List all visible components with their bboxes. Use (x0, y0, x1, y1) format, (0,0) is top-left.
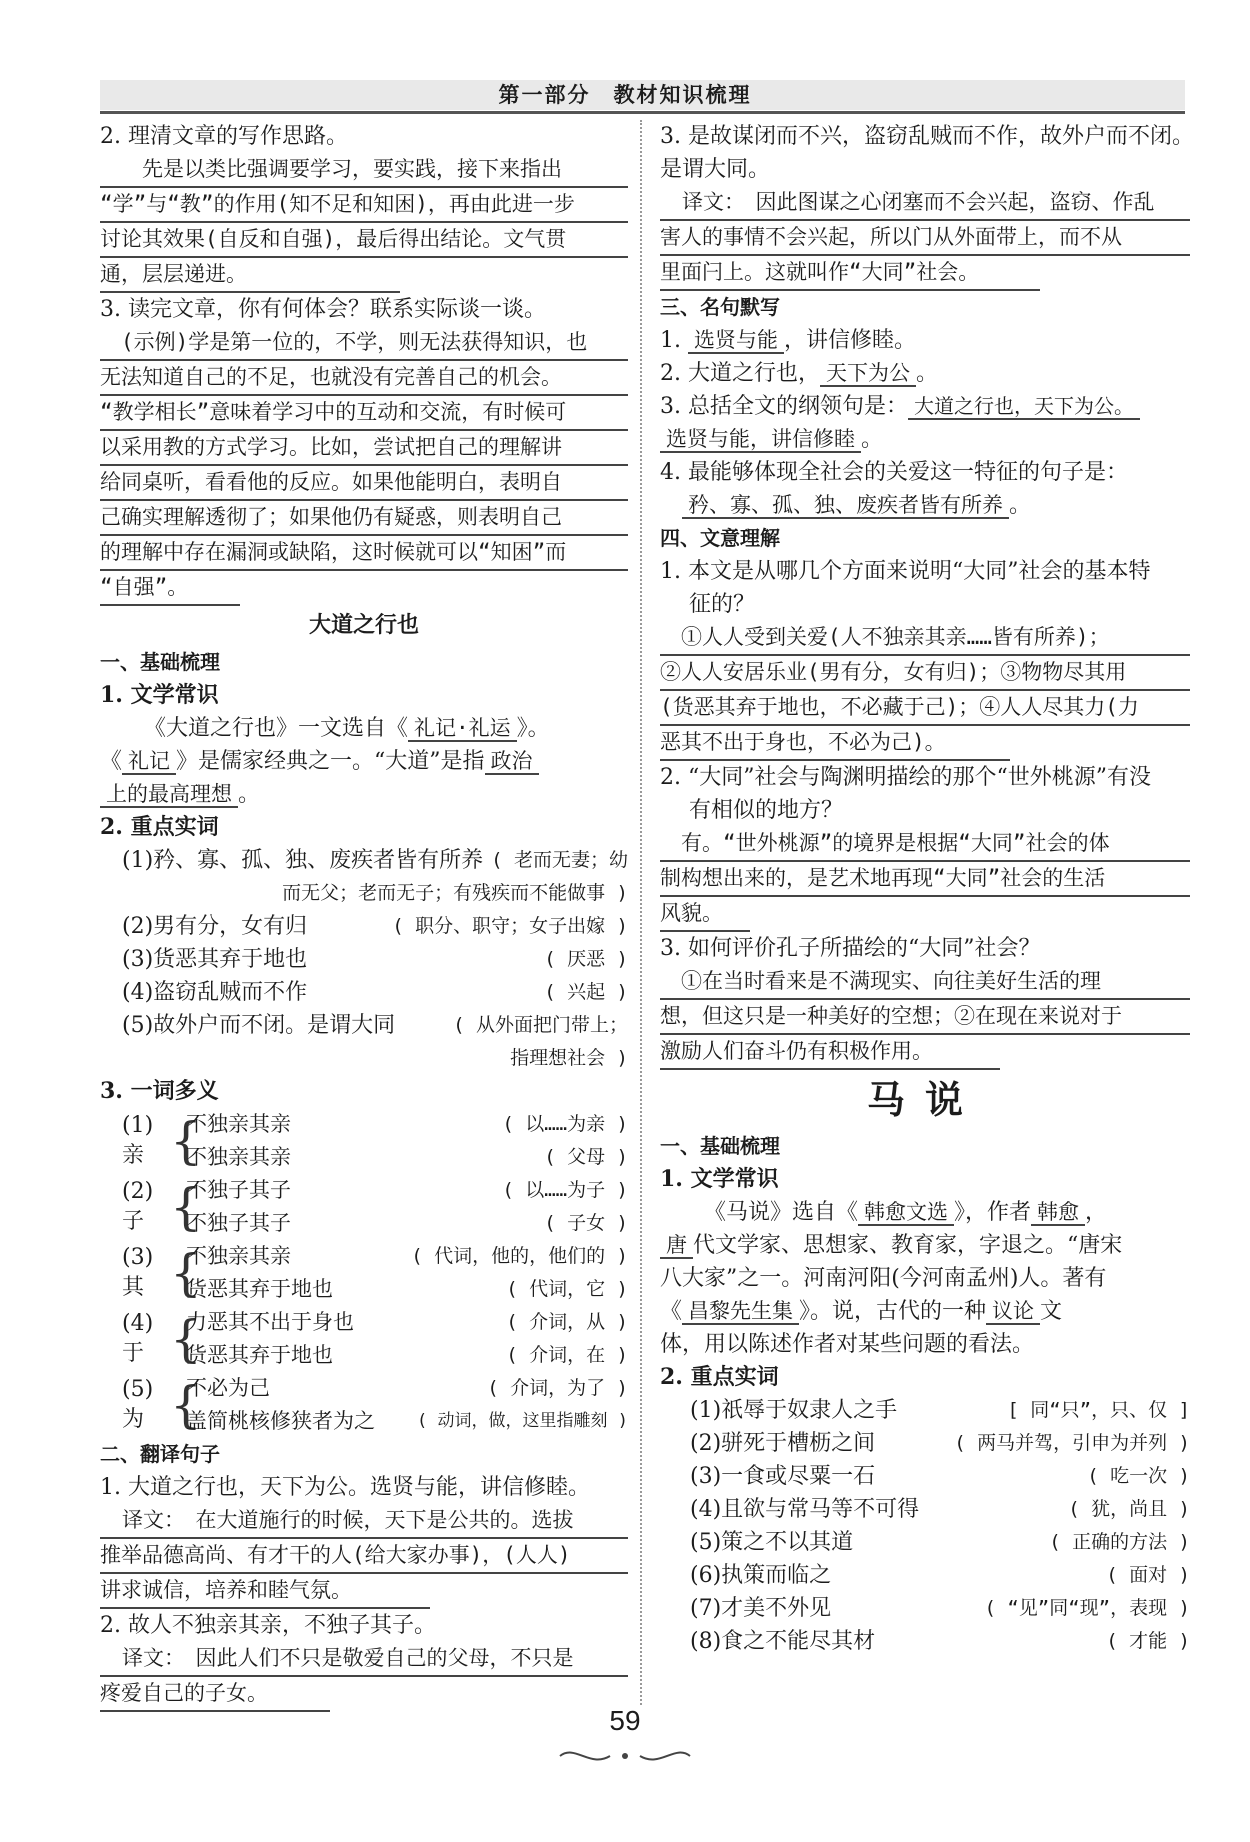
understand-q3: 3. 如何评价孔子所描绘的“大同”社会？ (660, 936, 1041, 961)
vocab-answer: [ 同“只”，只、仅 ] (1007, 1399, 1190, 1421)
vocab-answer: ( 才能 ) (1106, 1630, 1190, 1652)
polysemy-item (186, 1141, 628, 1174)
text: 《大道之行也》一文选自《 (144, 716, 409, 741)
example: 不独亲其亲 (186, 1244, 291, 1268)
translation-line: 疼爱自己的子女。 (100, 1677, 330, 1712)
answer-blank: 天下为公 (820, 361, 916, 387)
vocab-answer: 而无父；老而无子；有残疾而不能做事 ) (282, 882, 628, 904)
answer-line: 通，层层递进。 (100, 258, 400, 293)
subsection-heading: 1. 文学常识 (660, 1166, 779, 1192)
polysemy-label: (2)子 (122, 1179, 154, 1234)
example: 货恶其弃于地也 (186, 1343, 333, 1367)
recite-4-cont (660, 489, 1190, 522)
polysemy-group (100, 1306, 628, 1372)
literature-line (660, 1295, 1190, 1328)
text: 文 (1040, 1299, 1063, 1324)
answer-line: 风貌。 (660, 897, 750, 932)
vocab-question: (3)一食或尽粟一石 (690, 1464, 876, 1489)
question-2: 2. 理清文章的写作思路。 (100, 124, 348, 149)
answer-blank: 议论 (986, 1299, 1040, 1325)
literature-line-3 (100, 778, 628, 811)
brace: { (170, 1178, 202, 1236)
vocab-question: (3)货恶其弃于地也 (122, 947, 308, 972)
text: 。 (915, 361, 938, 386)
header-rule (100, 111, 1185, 114)
understand-q1: 1. 本文是从哪几个方面来说明“大同”社会的基本特 (660, 559, 1151, 584)
vocab-item (660, 1625, 1190, 1658)
answer-line: “学”与“教”的作用(知不足和知困)，再由此进一步 (100, 188, 628, 223)
text: 《 (660, 1299, 683, 1324)
polysemy-item (186, 1174, 628, 1207)
answer-line: 先是以类比强调要学习，要实践，接下来指出 (100, 153, 628, 188)
literature-line-2 (100, 745, 628, 778)
recite-3 (660, 390, 1190, 423)
vocab-question: (5)故外户而不闭。是谓大同 (122, 1013, 396, 1038)
polysemy-label: (3)其 (122, 1245, 154, 1300)
answer-line: ①人人受到关爱(人不独亲其亲……皆有所养)； (660, 621, 1190, 656)
answer-blank: 韩愈 (1031, 1200, 1085, 1226)
text: 》。说，古代的一种 (799, 1299, 987, 1324)
understand-q2: 2. “大同”社会与陶渊明描绘的那个“世外桃源”有没 (660, 765, 1151, 790)
polysemy-item (186, 1273, 628, 1306)
answer-blank: 上的最高理想 (100, 782, 238, 808)
translation-line: 译文： 在大道施行的时候，天下是公共的。选拔 (100, 1504, 628, 1539)
brace: { (170, 1112, 202, 1170)
translate-question-3: 3. 是故谋闭而不兴，盗窃乱贼而不作，故外户而不闭。 (660, 124, 1194, 149)
vocab-item (660, 1493, 1190, 1526)
polysemy-label: (1)亲 (122, 1113, 154, 1168)
vocab-answer: ( 兴起 ) (544, 981, 628, 1003)
example: 力恶其不出于身也 (186, 1310, 354, 1334)
text: 》是儒家经典之一。“大道”是指 (176, 749, 485, 774)
answer-line: 无法知道自己的不足，也就没有完善自己的机会。 (100, 361, 628, 396)
vocab-answer: ( “见”同“现”，表现 ) (984, 1597, 1190, 1619)
example: 不必为己 (186, 1376, 270, 1400)
text: 》，作者 (954, 1200, 1032, 1225)
recite-2 (660, 357, 1190, 390)
example: 不独子其子 (186, 1211, 291, 1235)
vocab-question: (7)才美不外见 (690, 1596, 832, 1621)
vocab-question: (2)男有分，女有归 (122, 914, 308, 939)
recite-3-cont (660, 423, 1190, 456)
translation-line: 推举品德高尚、有才干的人(给大家办事)，(人人) (100, 1539, 628, 1574)
brace: { (170, 1310, 202, 1368)
answer-line: ②人人安居乐业(男有分，女有归)；③物物尽其用 (660, 656, 1190, 691)
page-number: 59 (609, 1705, 641, 1736)
polysemy-group (100, 1108, 628, 1174)
answer-line: 己确实理解透彻了；如果他仍有疑惑，则表明自己 (100, 501, 628, 536)
vocab-item (660, 1526, 1190, 1559)
brace: { (170, 1376, 202, 1434)
left-column (100, 120, 628, 1712)
text: 1. (660, 328, 688, 353)
vocab-question: (5)策之不以其道 (690, 1530, 854, 1555)
recite-4: 4. 最能够体现全社会的关爱这一特征的句子是： (660, 460, 1128, 485)
answer-line: (示例)学是第一位的，不学，则无法获得知识，也 (100, 326, 628, 361)
answer-line: 的理解中存在漏洞或缺陷，这时候就可以“知困”而 (100, 536, 628, 571)
literature-line (660, 1229, 1190, 1262)
vocab-item (660, 1559, 1190, 1592)
text: 。 (238, 782, 261, 807)
right-column (660, 120, 1194, 1658)
example: 货恶其弃于地也 (186, 1277, 333, 1301)
text: 》。 (516, 716, 550, 741)
vocab-answer: ( 厌恶 ) (544, 948, 628, 970)
vocab-item (100, 976, 628, 1009)
vocab-item (660, 1592, 1190, 1625)
text: 《 (100, 749, 123, 774)
vocab-question: (2)骈死于槽枥之间 (690, 1431, 876, 1456)
running-header: 第一部分 教材知识梳理 (498, 83, 752, 107)
polysemy-item (186, 1405, 628, 1438)
vocab-item (100, 910, 628, 943)
vocab-item (100, 844, 628, 877)
vocab-answer: ( 面对 ) (1106, 1564, 1190, 1586)
answer-blank: 礼记 (122, 749, 176, 775)
vocab-question: (8)食之不能尽其材 (690, 1629, 876, 1654)
translate-question-3-cont: 是谓大同。 (660, 157, 771, 182)
text: 。 (1009, 493, 1032, 518)
translate-question-2: 2. 故人不独亲其亲，不独子其子。 (100, 1613, 436, 1638)
vocab-question: (6)执策而临之 (690, 1563, 832, 1588)
question-3: 3. 读完文章，你有何体会？联系实际谈一谈。 (100, 297, 546, 322)
answer-blank: 选贤与能，讲信修睦 (660, 427, 861, 453)
meaning: ( 介词，从 ) (506, 1311, 628, 1333)
vocab-question: (4)盗窃乱贼而不作 (122, 980, 308, 1005)
polysemy-label: (5)为 (122, 1377, 154, 1432)
vocab-item (660, 1427, 1190, 1460)
chapter-title: 大道之行也 (308, 613, 419, 638)
chapter-title: 马说 (866, 1078, 983, 1122)
example: 不独亲其亲 (186, 1145, 291, 1169)
section-heading: 二、翻译句子 (100, 1442, 220, 1466)
meaning: ( 以……为亲 ) (502, 1113, 628, 1135)
literature-line: 八大家”之一。河南河阳(今河南孟州)人。著有 (660, 1266, 1107, 1291)
polysemy-group (100, 1372, 628, 1438)
answer-line: 以采用教的方式学习。比如，尝试把自己的理解讲 (100, 431, 628, 466)
translation-line: 害人的事情不会兴起，所以门从外面带上，而不从 (660, 221, 1190, 256)
meaning: ( 介词，为了 ) (487, 1377, 628, 1399)
answer-line: (货恶其弃于地也，不必藏于己)；④人人尽其力(力 (660, 691, 1190, 726)
polysemy-item (186, 1207, 628, 1240)
polysemy-item (186, 1372, 628, 1405)
polysemy-item (186, 1108, 628, 1141)
section-heading: 四、文意理解 (660, 526, 780, 550)
polysemy-group (100, 1174, 628, 1240)
example: 不独子其子 (186, 1178, 291, 1202)
section-heading: 一、基础梳理 (100, 650, 220, 674)
answer-blank: 昌黎先生集 (682, 1299, 799, 1325)
vocab-item (100, 943, 628, 976)
text: 代文学家、思想家、教育家，字退之。“唐宋 (693, 1233, 1123, 1258)
translation-line: 译文： 因此人们不只是敬爱自己的父母，不只是 (100, 1642, 628, 1677)
vocab-answer: ( 正确的方法 ) (1049, 1531, 1190, 1553)
vocab-question: (4)且欲与常马等不可得 (690, 1497, 920, 1522)
answer-blank: 大道之行也，天下为公。 (908, 394, 1140, 420)
vocab-answer: ( 吃一次 ) (1087, 1465, 1190, 1487)
vocab-answer: ( 职分、职守；女子出嫁 ) (392, 915, 628, 937)
vocab-item (100, 877, 628, 910)
vocab-item (660, 1460, 1190, 1493)
footer-ornament-icon (555, 1742, 695, 1770)
answer-blank: 矜、寡、孤、独、废疾者皆有所养 (682, 493, 1009, 519)
answer-blank: 选贤与能 (688, 328, 784, 354)
answer-line: 想，但这只是一种美好的空想；②在现在来说对于 (660, 1000, 1190, 1035)
text: 《马说》选自《 (704, 1200, 859, 1225)
meaning: ( 介词，在 ) (506, 1344, 628, 1366)
polysemy-group (100, 1240, 628, 1306)
answer-blank: 政治 (485, 749, 539, 775)
vocab-answer: ( 从外面把门带上； (453, 1014, 628, 1036)
section-heading: 三、名句默写 (660, 295, 780, 319)
subsection-heading: 1. 文学常识 (100, 682, 219, 708)
brace: { (170, 1244, 202, 1302)
meaning: ( 以……为子 ) (502, 1179, 628, 1201)
answer-line: “自强”。 (100, 571, 240, 606)
translation-line: 里面闩上。这就叫作“大同”社会。 (660, 256, 1040, 291)
vocab-question: (1)矜、寡、孤、独、废疾者皆有所养 (122, 848, 484, 873)
text: ，讲信修睦。 (783, 328, 916, 353)
literature-line-1 (100, 712, 628, 745)
subsection-heading: 2. 重点实词 (660, 1364, 779, 1390)
subsection-heading: 2. 重点实词 (100, 814, 219, 840)
answer-line: 恶其不出于身也，不必为己)。 (660, 726, 1010, 761)
polysemy-item (186, 1240, 628, 1273)
text: ， (1085, 1200, 1108, 1225)
answer-line: ①在当时看来是不满现实、向往美好生活的理 (660, 965, 1190, 1000)
polysemy-item (186, 1339, 628, 1372)
answer-line: “教学相长”意味着学习中的互动和交流，有时候可 (100, 396, 628, 431)
vocab-question: (1)祇辱于奴隶人之手 (690, 1398, 898, 1423)
answer-blank: 韩愈文选 (858, 1200, 954, 1226)
answer-line: 有。“世外桃源”的境界是根据“大同”社会的体 (660, 827, 1190, 862)
meaning: ( 父母 ) (544, 1146, 628, 1168)
answer-line: 给同桌听，看看他的反应。如果他能明白，表明自 (100, 466, 628, 501)
vocab-answer: 指理想社会 ) (510, 1047, 628, 1069)
text: 2. 大道之行也， (660, 361, 820, 386)
literature-line (660, 1196, 1190, 1229)
answer-line: 讨论其效果(自反和自强)，最后得出结论。文气贯 (100, 223, 628, 258)
vocab-answer: ( 老而无妻；幼 (491, 849, 628, 871)
literature-line: 体，用以陈述作者对某些问题的看法。 (660, 1332, 1035, 1357)
vocab-answer: ( 犹，尚且 ) (1068, 1498, 1190, 1520)
translation-line: 译文： 因此图谋之心闭塞而不会兴起，盗窃、作乱 (660, 186, 1190, 221)
translation-line: 讲求诚信，培养和睦气氛。 (100, 1574, 430, 1609)
polysemy-item (186, 1306, 628, 1339)
meaning: ( 代词，它 ) (506, 1278, 628, 1300)
recite-1 (660, 324, 1190, 357)
text: 3. 总括全文的纲领句是： (660, 394, 908, 419)
answer-line: 激励人们奋斗仍有积极作用。 (660, 1035, 1000, 1070)
text: 。 (861, 427, 884, 452)
meaning: ( 动词，做，这里指雕刻 ) (417, 1411, 628, 1431)
section-heading: 一、基础梳理 (660, 1134, 780, 1158)
vocab-item (100, 1042, 628, 1075)
example: 盖简桃核修狭者为之 (186, 1409, 375, 1433)
answer-blank: 唐 (660, 1233, 693, 1259)
vocab-answer: ( 两马并驾，引申为并列 ) (954, 1432, 1190, 1454)
meaning: ( 代词，他的，他们的 ) (411, 1245, 628, 1267)
understand-q2-cont: 有相似的地方？ (660, 798, 843, 823)
understand-q1-cont: 征的？ (660, 592, 755, 617)
answer-line: 制构想出来的，是艺术地再现“大同”社会的生活 (660, 862, 1190, 897)
meaning: ( 子女 ) (544, 1212, 628, 1234)
column-divider (640, 120, 642, 1705)
vocab-item (100, 1009, 628, 1042)
subsection-heading: 3. 一词多义 (100, 1078, 219, 1104)
vocab-item (660, 1394, 1190, 1427)
translate-question-1: 1. 大道之行也，天下为公。选贤与能，讲信修睦。 (100, 1475, 590, 1500)
polysemy-label: (4)于 (122, 1311, 154, 1366)
answer-blank: 礼记·礼运 (408, 716, 517, 742)
example: 不独亲其亲 (186, 1112, 291, 1136)
